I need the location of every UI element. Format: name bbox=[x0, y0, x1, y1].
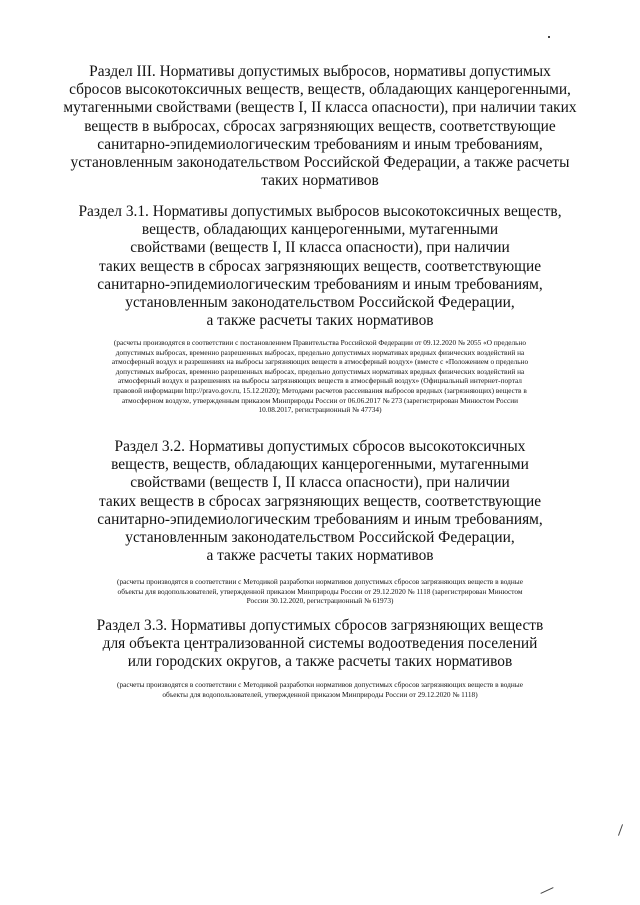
note-line: (расчеты производятся в соответствии с постановлением Правительства Российской Федерации от 09.12.2020 № 2055 «О предельно bbox=[113, 338, 527, 347]
heading-line: Раздел 3.3. Нормативы допустимых сбросов загрязняющих веществ bbox=[96, 617, 544, 634]
note-line: 10.08.2017, регистрационный № 47734) bbox=[258, 405, 382, 415]
section-3-3-note bbox=[70, 680, 570, 699]
heading-line: установленным законодательством Российской Федерации, bbox=[125, 294, 515, 312]
note-line: правовой информации http://pravo.gov.ru, 15.12.2020); Методами расчетов рассеивания выбросов вредных (загрязняющих) веществ в bbox=[113, 385, 527, 395]
heading-line: для объекта централизованной системы водоотведения поселений bbox=[102, 635, 538, 653]
heading-line: сбросов высокотоксичных веществ, веществ, обладающих канцерогенными, bbox=[69, 81, 571, 99]
heading-line: таких веществ в сбросах загрязняющих веществ, соответствующие bbox=[98, 492, 542, 510]
note-line: допустимых выбросах, временно разрешенных выбросах, предельно допустимых нормативах вредных физических воздействий на bbox=[115, 347, 525, 357]
heading-line: установленным законодательством Российской Федерации, а также расчеты bbox=[70, 154, 570, 172]
note-line: (расчеты производятся в соответствии с Методикой разработки нормативов допустимых сбросов загрязняющих веществ в водные bbox=[117, 577, 523, 586]
section-3-2-heading bbox=[60, 438, 580, 565]
heading-line: а также расчеты таких нормативов bbox=[206, 547, 434, 565]
heading-line: веществ в выбросах, сбросах загрязняющих веществ, соответствующие bbox=[84, 117, 556, 135]
note-line: допустимых выбросах, временно разрешенных выбросах, предельно допустимых нормативах вредных физических воздействий на bbox=[115, 366, 525, 376]
heading-line: мутагенными свойствами (веществ I, II класса опасности), при наличии таких bbox=[63, 99, 577, 117]
heading-line: или городских округов, а также расчеты таких нормативов bbox=[127, 653, 513, 671]
heading-line: веществ, обладающих канцерогенными, мутагенными bbox=[141, 221, 499, 239]
note-line: атмосферный воздух и разрешениях на выбросы загрязняющих веществ в атмосферный воздух» (вместе с «Положением о предельно bbox=[111, 357, 529, 367]
heading-line: Раздел III. Нормативы допустимых выбросов, нормативы допустимых bbox=[89, 63, 551, 80]
heading-line: санитарно-эпидемиологическим требованиям и иным требованиям, bbox=[97, 135, 543, 153]
note-line: России 30.12.2020, регистрационный № 61973) bbox=[246, 596, 394, 606]
heading-line: санитарно-эпидемиологическим требованиям и иным требованиям, bbox=[97, 275, 543, 293]
note-line: объекты для водопользователей, утвержденной приказом Минприроды России от 29.12.2020 № 1118) bbox=[162, 689, 478, 699]
heading-line: Раздел 3.1. Нормативы допустимых выбросов высокотоксичных веществ, bbox=[78, 203, 562, 220]
heading-line: установленным законодательством Российской Федерации, bbox=[125, 529, 515, 547]
heading-line: таких нормативов bbox=[261, 172, 379, 190]
heading-line: Раздел 3.2. Нормативы допустимых сбросов высокотоксичных bbox=[114, 438, 526, 455]
scan-mark-right bbox=[618, 824, 623, 836]
note-line: объекты для водопользователей, утвержденной приказом Минприроды России от 29.12.2020 № 1118 (зарегистрирован Минюстом bbox=[117, 586, 523, 596]
note-line: атмосферный воздух и разрешениях на выбросы загрязняющих веществ в атмосферный воздух» (Официальный интернет-портал bbox=[118, 376, 522, 386]
section-3-3-heading bbox=[60, 617, 580, 672]
heading-line: таких веществ в сбросах загрязняющих веществ, соответствующие bbox=[98, 257, 542, 275]
scan-mark-top bbox=[548, 36, 550, 38]
heading-line: санитарно-эпидемиологическим требованиям и иным требованиям, bbox=[97, 510, 543, 528]
scan-mark-bottom bbox=[540, 887, 553, 894]
note-line: атмосферном воздухе, утвержденным приказом Минприроды России от 06.06.2017 № 273 (зарегистрирован Минюстом России bbox=[121, 395, 519, 405]
note-line: (расчеты производятся в соответствии с Методикой разработки нормативов допустимых сбросов загрязняющих веществ в водные bbox=[117, 680, 523, 689]
heading-line: свойствами (веществ I, II класса опасности), при наличии bbox=[130, 474, 510, 492]
section-3-2-note bbox=[70, 577, 570, 606]
heading-line: веществ, веществ, обладающих канцерогенными, мутагенными bbox=[111, 456, 529, 474]
heading-line: свойствами (веществ I, II класса опасности), при наличии bbox=[130, 239, 510, 257]
section-3-heading bbox=[50, 63, 590, 190]
section-3-1-heading bbox=[60, 203, 580, 330]
heading-line: а также расчеты таких нормативов bbox=[206, 312, 434, 330]
section-3-1-note bbox=[70, 338, 570, 415]
